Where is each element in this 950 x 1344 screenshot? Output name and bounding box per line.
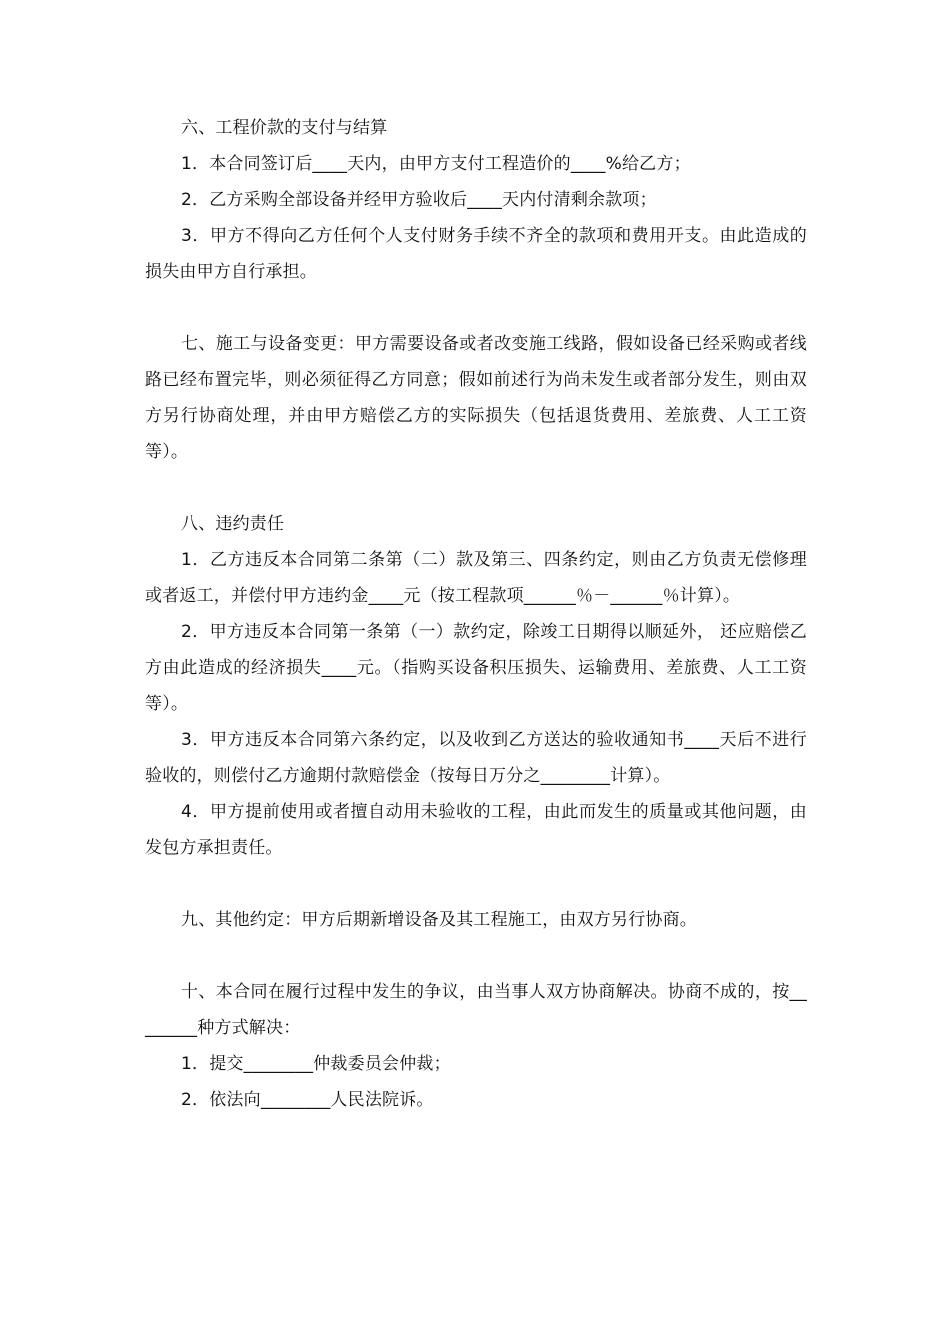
clause: 3．甲方不得向乙方任何个人支付财务手续不齐全的款项和费用开支。由此造成的损失由甲方自行承担。: [145, 226, 807, 282]
clause: 3．甲方违反本合同第六条约定，以及收到乙方送达的验收通知书____天后不进行验收的，则偿付乙方逾期付款赔偿金（按每日万分之________计算）。: [145, 730, 807, 786]
clause: 4．甲方提前使用或者擅自动用未验收的工程，由此而发生的质量或其他问题，由发包方承担责任。: [145, 802, 807, 858]
clause: 1．乙方违反本合同第二条第（二）款及第三、四条约定，则由乙方负责无偿修理或者返工，并偿付甲方违约金____元（按工程款项______％－______％计算）。: [145, 550, 807, 606]
section-breach: [145, 506, 807, 866]
section-title: 八、违约责任: [181, 514, 285, 534]
section-payment: [145, 110, 807, 290]
clause: 1．本合同签订后____天内，由甲方支付工程造价的____%给乙方；: [181, 154, 691, 174]
section-change: [145, 326, 807, 470]
clause: 2．依法向________人民法院诉。: [181, 1090, 434, 1110]
section-paragraph: 九、其他约定：甲方后期新增设备及其工程施工，由双方另行协商。: [181, 910, 697, 930]
section-dispute: [145, 974, 807, 1118]
contract-body: [145, 110, 807, 1154]
section-paragraph: 七、施工与设备变更：甲方需要设备或者改变施工线路，假如设备已经采购或者线路已经布置完毕，则必须征得乙方同意；假如前述行为尚未发生或者部分发生，则由双方另行协商处理，并由甲方赔偿乙方的实际损失（包括退货费用、差旅费、人工工资等）。: [145, 334, 807, 462]
clause: 1．提交________仲裁委员会仲裁；: [181, 1054, 451, 1074]
section-title: 六、工程价款的支付与结算: [181, 118, 388, 138]
clause: 2．甲方违反本合同第一条第（一）款约定，除竣工日期得以顺延外， 还应赔偿乙方由此造成的经济损失____元。（指购买设备积压损失、运输费用、差旅费、人工工资等）。: [145, 622, 807, 714]
section-other: [145, 902, 807, 938]
section-paragraph: 十、本合同在履行过程中发生的争议，由当事人双方协商解决。协商不成的，按________种方式解决：: [145, 982, 807, 1038]
clause: 2．乙方采购全部设备并经甲方验收后____天内付清剩余款项；: [181, 190, 657, 210]
